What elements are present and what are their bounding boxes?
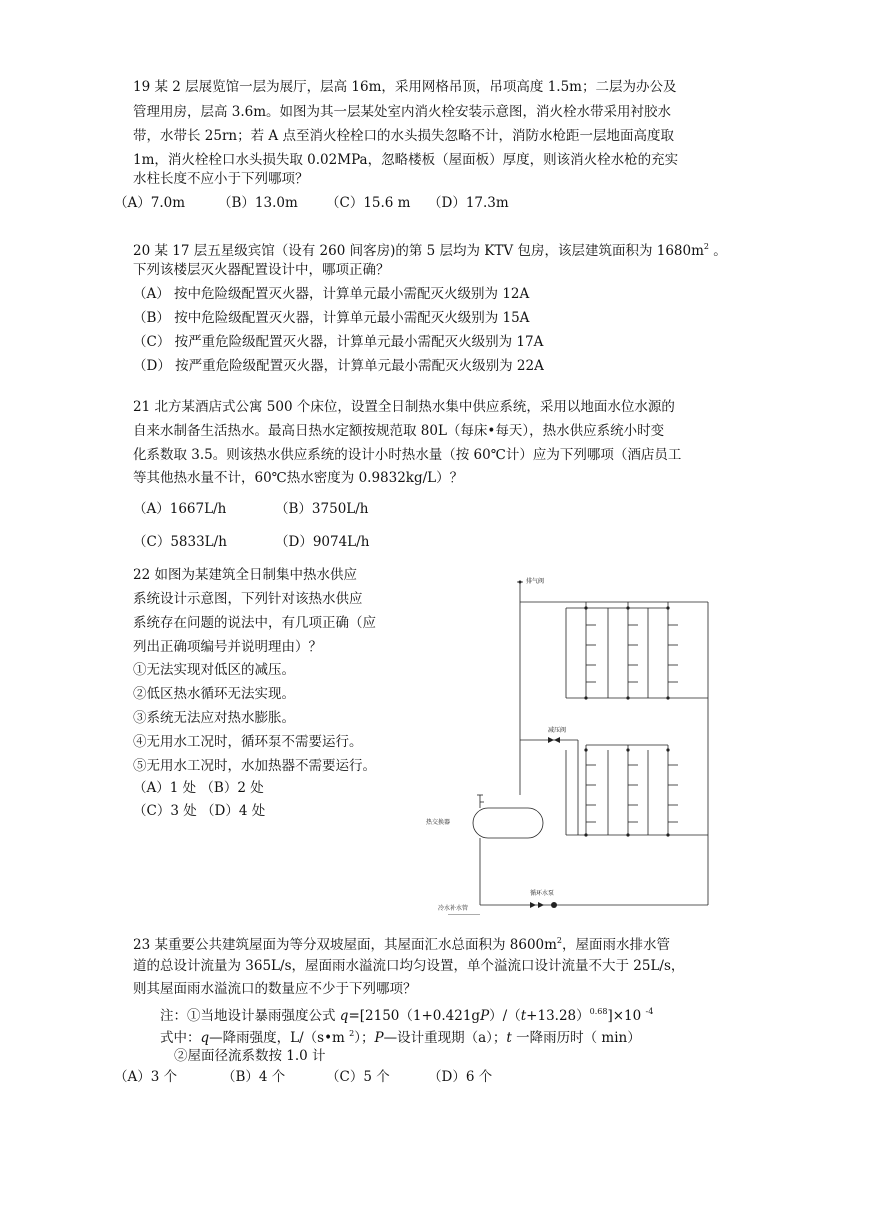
q22-line: 22 如图为某建筑全日制集中热水供应 (133, 567, 357, 583)
q23-option-c: （C）5 个 (326, 1069, 390, 1085)
q19-line: 管理用房，层高 3.6m。如图为其一层某处室内消火栓安装示意图，消火栓水带采用衬胶水 (133, 104, 672, 120)
q19-line: 带，水带长 25rn；若 A 点至消火栓栓口的水头损失忽略不计，消防水枪距一层地面高度取 (133, 128, 674, 144)
q23-option-b: （B）4 个 (222, 1069, 286, 1085)
q23-line: 23 某重要公共建筑屋面为等分双坡屋面，其屋面汇水总面积为 $8600m^2$，屋面雨水排水管 (133, 936, 671, 953)
q22-line: ②低区热水循环无法实现。 (133, 686, 295, 702)
q20-option-c: （C） 按严重危险级配置灭火器，计算单元最小需配灭火级别为 17A (133, 334, 544, 350)
q19-line: 1m，消火栓栓口水头损失取 0.02MPa，忽略楼板（屋面板）厚度，则该消火栓水枪的充实 (133, 152, 679, 168)
cold-water-label: 冷水补水管 (438, 905, 469, 912)
q23-note-formula: 注：①当地设计暴雨强度公式 $q=[2150(1+0.421gP)/(t+13.28)^{0.68}]\times 10$ $^{-4}$ (160, 1007, 654, 1024)
q22-line: ⑤无用水工况时，水加热器不需要运行。 (133, 758, 376, 774)
q23-note-runoff: ②屋面径流系数按 1.0 计 (174, 1048, 326, 1064)
hot-water-system-diagram (418, 570, 718, 915)
q23-line: 道的总设计流量为 365L/s，屋面雨水溢流口均匀设置，单个溢流口设计流量不大于 25L/s， (133, 958, 685, 974)
q22-line: ③系统无法应对热水膨胀。 (133, 710, 295, 726)
q21-line: 化系数取 3.5。则该热水供应系统的设计小时热水量（按 60℃计）应为下列哪项（酒店员工 (133, 447, 682, 463)
q22-line: ①无法实现对低区的减压。 (133, 662, 295, 678)
prv-label: 减压阀 (548, 727, 567, 734)
q23-line: 则其屋面雨水溢流口的数量应不少于下列哪项？ (133, 981, 417, 997)
q21-option-d: （D）9074L/h (275, 534, 370, 550)
q21-option-c: （C）5833L/h (133, 534, 227, 550)
q20-option-b: （B） 按中危险级配置灭火器，计算单元最小需配灭火级别为 15A (133, 310, 530, 326)
q22-line: 系统存在问题的说法中，有几项正确（应 (133, 615, 376, 631)
heater-label: 热交换器 (426, 819, 451, 826)
q20-line: 20 某 17 层五星级宾馆（设有 260 间客房)的第 5 层均为 KTV 包房，该层建筑面积为 $1680m^2$ 。 (133, 242, 727, 259)
q19-option-d: （D）17.3m (428, 195, 509, 211)
q20-line: 下列该楼层灭火器配置设计中，哪项正确？ (133, 262, 390, 278)
vent-label: 排气阀 (526, 578, 545, 585)
q21-line: 自来水制备生活热水。最高日热水定额按规范取 80L（每床•每天），热水供应系统小时变 (133, 423, 665, 439)
q22-line: ④无用水工况时，循环泵不需要运行。 (133, 734, 363, 750)
q23-option-a: （A）3 个 (114, 1069, 178, 1085)
q19-line: 19 某 2 层展览馆一层为展厅，层高 16m，采用网格吊顶，吊项高度 1.5m；二层为办公及 (133, 79, 677, 95)
q23-note-legend: 式中：q—降雨强度，L/（s•m $^2$）；P—设计重现期（a）；t 一降雨历时（ min） (160, 1029, 641, 1046)
q20-option-d: （D） 按严重危险级配置灭火器，计算单元最小需配灭火级别为 22A (133, 358, 544, 374)
q21-line: 21 北方某酒店式公寓 500 个床位，设置全日制热水集中供应系统，采用以地面水位水源的 (133, 399, 675, 415)
q22-options-row: （C）3 处 （D）4 处 (133, 803, 266, 819)
q19-option-a: （A）7.0m (114, 195, 186, 211)
q21-option-a: （A）1667L/h (133, 501, 227, 517)
pump-label: 循环水泵 (530, 890, 555, 897)
q22-options-row: （A）1 处 （B）2 处 (133, 780, 264, 796)
q20-option-a: （A） 按中危险级配置灭火器，计算单元最小需配灭火级别为 12A (133, 286, 530, 302)
q21-line: 等其他热水量不计，60℃热水密度为 0.9832kg/L）？ (133, 470, 464, 486)
q22-line: 列出正确项编号并说明理由）？ (133, 639, 322, 655)
q19-line: 水柱长度不应小于下列哪项？ (133, 171, 309, 187)
q19-option-c: （C）15.6 m (326, 195, 411, 211)
q22-line: 系统设计示意图，下列针对该热水供应 (133, 591, 363, 607)
q21-option-b: （B）3750L/h (275, 501, 369, 517)
q23-option-d: （D）6 个 (428, 1069, 493, 1085)
q19-option-b: （B）13.0m (218, 195, 298, 211)
